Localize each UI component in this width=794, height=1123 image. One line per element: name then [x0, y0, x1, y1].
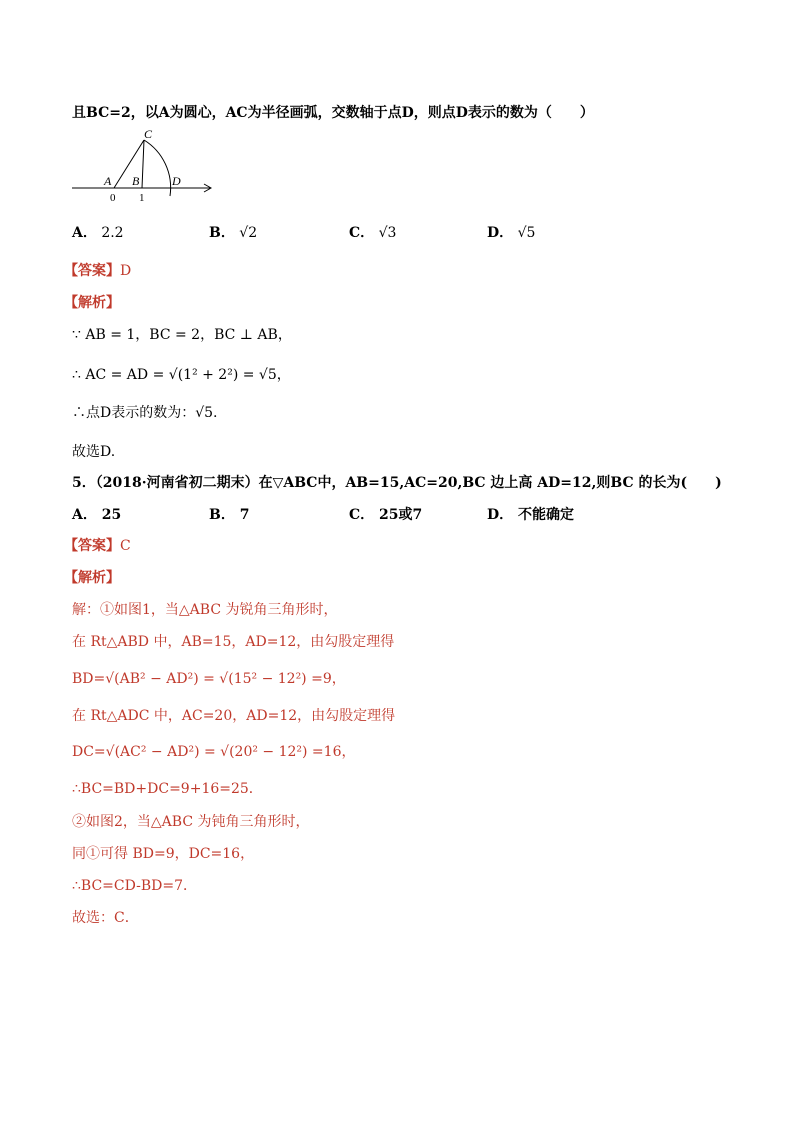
q5-answer: 【答案】C	[64, 538, 131, 554]
q5-analysis-line-4: 在 Rt△ADC 中，AC=20，AD=12，由勾股定理得	[72, 708, 396, 724]
number-line-figure	[70, 128, 220, 208]
q5-stem: 5．（2018·河南省初二期末）在▽ABC中，AB=15,AC=20,BC 边上高 AD=12,则BC 的长为( )	[72, 475, 722, 491]
q4-analysis-line-1: ∵ AB = 1，BC = 2，BC ⊥ AB，	[72, 327, 292, 343]
q5-analysis-line-6: ∴BC=BD+DC=9+16=25．	[72, 781, 263, 797]
q4-option-d: D． √5	[487, 225, 536, 241]
q5-analysis-line-8: 同①可得 BD=9，DC=16，	[72, 846, 255, 862]
q4-stem: 且BC=2，以A为圆心，AC为半径画弧，交数轴于点D，则点D表示的数为（ ）	[72, 105, 594, 121]
q5-analysis-line-9: ∴BC=CD-BD=7．	[72, 878, 197, 894]
q5-analysis-line-1: 解：①如图1，当△ABC 为锐角三角形时，	[72, 602, 338, 618]
q4-option-c: C． √3	[349, 225, 397, 241]
label-d: D	[172, 174, 181, 188]
q4-option-a: A． 2.2	[72, 225, 124, 241]
q4-answer: 【答案】D	[64, 263, 132, 279]
segment-bc	[142, 140, 144, 188]
q4-option-b: B． √2	[209, 225, 258, 241]
q5-option-a: A． 25	[72, 507, 122, 523]
q5-analysis-line-3: BD=√(AB² − AD²) = √(15² − 12²) =9，	[72, 671, 346, 687]
segment-ac	[114, 140, 144, 188]
label-zero: 0	[110, 192, 116, 204]
q5-option-d: D． 不能确定	[487, 507, 575, 523]
label-c: C	[144, 128, 153, 141]
label-b: B	[132, 174, 140, 188]
q5-analysis-line-5: DC=√(AC² − AD²) = √(20² − 12²) =16，	[72, 744, 356, 760]
q4-analysis-tag: 【解析】	[64, 295, 120, 311]
q5-analysis-line-10: 故选：C．	[72, 910, 139, 926]
q4-analysis-line-2: ∴ AC = AD = √(1² + 2²) = √5，	[72, 367, 291, 383]
label-one: 1	[139, 192, 145, 204]
label-a: A	[104, 174, 112, 188]
q5-analysis-line-7: ②如图2，当△ABC 为钝角三角形时，	[72, 814, 310, 830]
q5-option-c: C． 25或7	[349, 507, 423, 523]
q5-option-b: B． 7	[209, 507, 250, 523]
q5-analysis-line-2: 在 Rt△ABD 中，AB=15，AD=12，由勾股定理得	[72, 634, 395, 650]
q5-analysis-tag: 【解析】	[64, 570, 120, 586]
q4-analysis-line-4: 故选D.	[72, 444, 116, 460]
q4-analysis-line-3: ∴点D表示的数为：√5.	[72, 405, 218, 421]
